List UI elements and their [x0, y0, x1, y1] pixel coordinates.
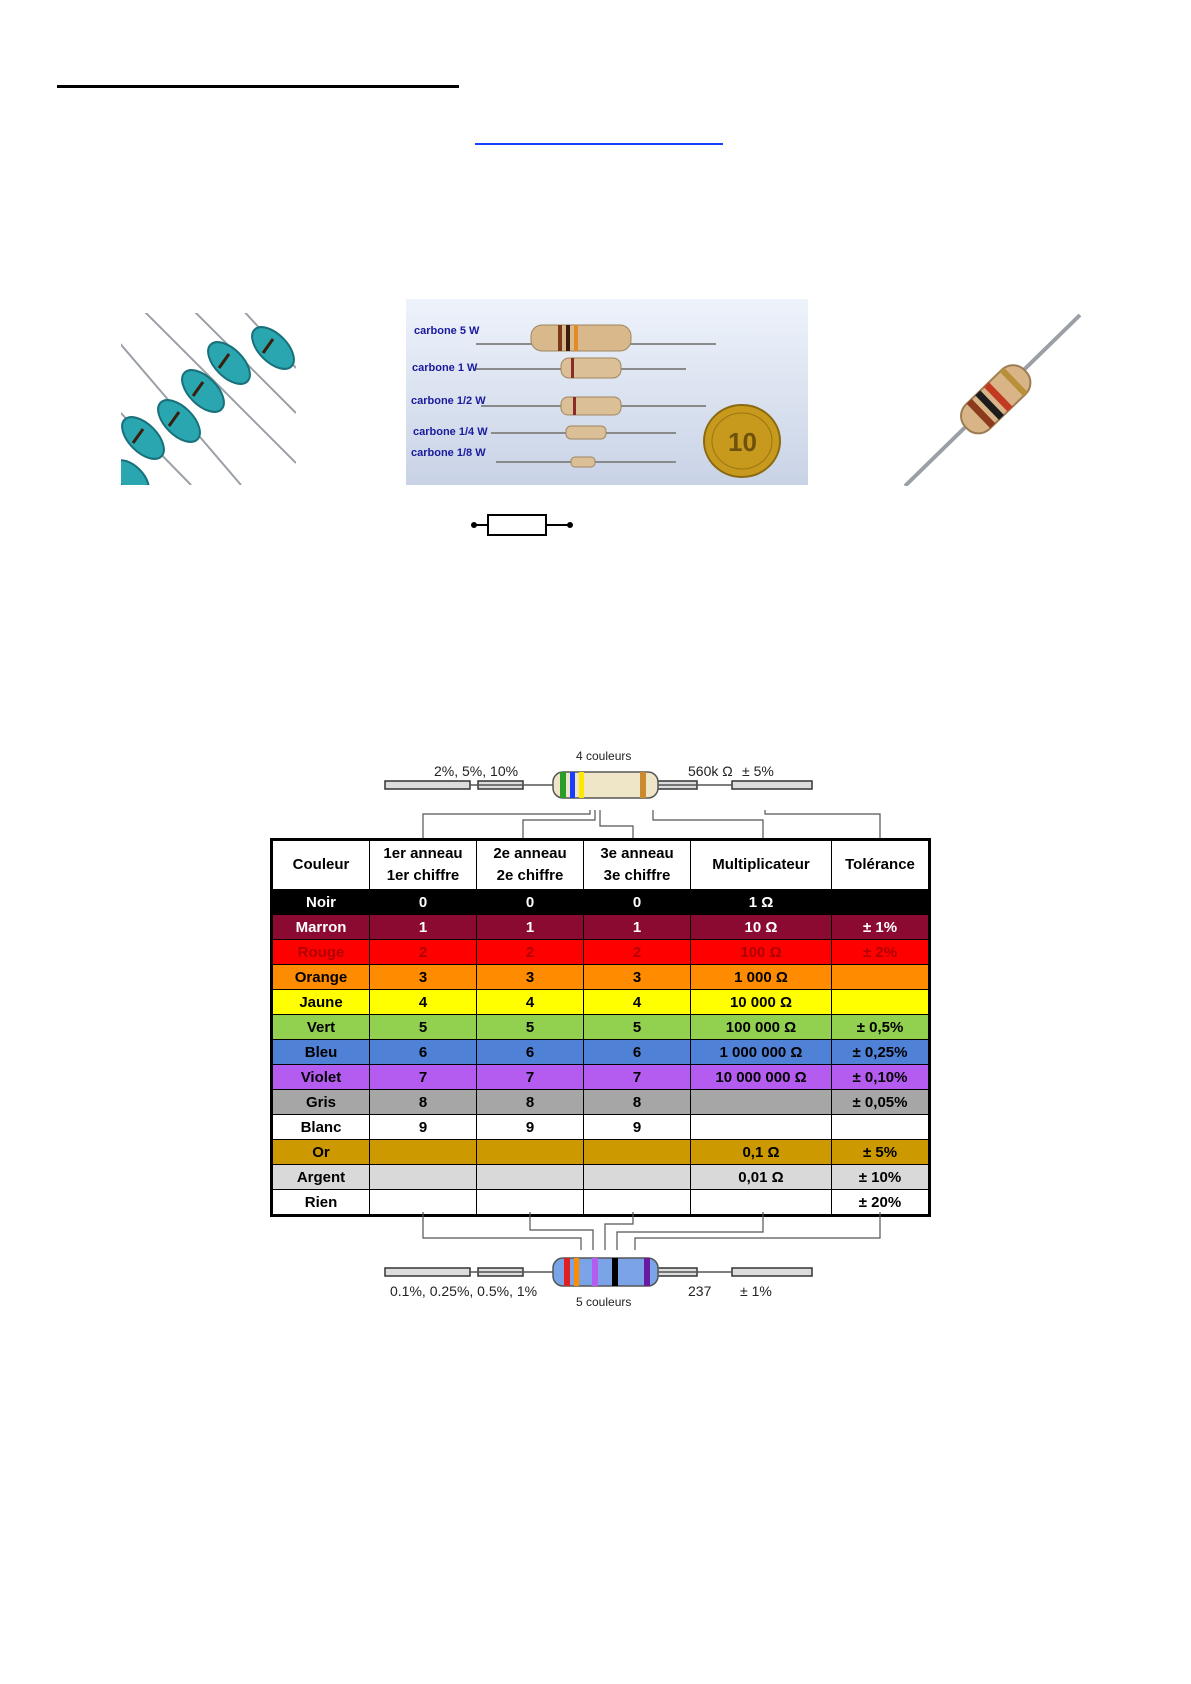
table-row	[272, 890, 930, 915]
cell-chiffre-1: 5	[370, 1015, 477, 1040]
cell-chiffre-2: 2	[477, 940, 584, 965]
cell-couleur: Argent	[272, 1165, 370, 1190]
cell-chiffre-2: 9	[477, 1115, 584, 1140]
cell-chiffre-2	[477, 1165, 584, 1190]
cell-couleur: Gris	[272, 1090, 370, 1115]
cell-chiffre-3: 1	[584, 915, 691, 940]
header-multiplicateur: Multiplicateur	[691, 840, 832, 890]
table-row	[272, 940, 930, 965]
label-carbone-1-8w: carbone 1/8 W	[411, 447, 486, 459]
cell-multiplicateur: 10 000 000 Ω	[691, 1065, 832, 1090]
cell-couleur: Vert	[272, 1015, 370, 1040]
color-code-table	[270, 838, 931, 1217]
cell-chiffre-3: 6	[584, 1040, 691, 1065]
five-band-tolerance-options: 0.1%, 0.25%, 0.5%, 1%	[390, 1283, 538, 1299]
cell-chiffre-3: 8	[584, 1090, 691, 1115]
cell-couleur: Or	[272, 1140, 370, 1165]
cell-chiffre-3: 7	[584, 1065, 691, 1090]
cell-multiplicateur: 100 000 Ω	[691, 1015, 832, 1040]
cell-multiplicateur: 1 000 000 Ω	[691, 1040, 832, 1065]
five-band-diagram	[370, 1248, 830, 1308]
cell-chiffre-2: 0	[477, 890, 584, 915]
cell-chiffre-2: 3	[477, 965, 584, 990]
cell-tolerance	[832, 1115, 930, 1140]
cell-tolerance	[832, 965, 930, 990]
cell-multiplicateur: 100 Ω	[691, 940, 832, 965]
four-band-example-tolerance: ± 5%	[742, 763, 774, 779]
five-band-example-tolerance: ± 1%	[740, 1283, 772, 1299]
cell-tolerance: ± 0,25%	[832, 1040, 930, 1065]
table-row	[272, 1140, 930, 1165]
table-row	[272, 1015, 930, 1040]
label-carbone-1-2w: carbone 1/2 W	[411, 395, 486, 407]
header-tolerance: Tolérance	[832, 840, 930, 890]
bottom-leader-lines	[265, 1212, 945, 1250]
cell-chiffre-1: 0	[370, 890, 477, 915]
label-carbone-5w: carbone 5 W	[414, 325, 480, 337]
table-row	[272, 1165, 930, 1190]
cell-tolerance: ± 5%	[832, 1140, 930, 1165]
cell-chiffre-3	[584, 1140, 691, 1165]
cell-chiffre-3	[584, 1165, 691, 1190]
cell-couleur: Rien	[272, 1190, 370, 1216]
four-band-diagram	[370, 748, 830, 808]
resistor-symbol	[470, 510, 574, 540]
photo-carbon-resistors	[406, 299, 808, 485]
cell-chiffre-1: 4	[370, 990, 477, 1015]
cell-multiplicateur	[691, 1115, 832, 1140]
cell-couleur: Orange	[272, 965, 370, 990]
cell-multiplicateur: 0,01 Ω	[691, 1165, 832, 1190]
cell-multiplicateur: 10 000 Ω	[691, 990, 832, 1015]
table-row	[272, 1065, 930, 1090]
cell-chiffre-3: 0	[584, 890, 691, 915]
cell-tolerance: ± 0,10%	[832, 1065, 930, 1090]
cell-chiffre-2: 5	[477, 1015, 584, 1040]
four-band-example-value: 560k Ω	[688, 763, 733, 779]
header-anneau-3: 3e anneau 3e chiffre	[584, 840, 691, 890]
cell-multiplicateur: 0,1 Ω	[691, 1140, 832, 1165]
five-band-example-value: 237	[688, 1283, 712, 1299]
label-carbone-1w: carbone 1 W	[412, 362, 478, 374]
table-row	[272, 990, 930, 1015]
cell-chiffre-3: 4	[584, 990, 691, 1015]
cell-chiffre-1: 7	[370, 1065, 477, 1090]
table-row	[272, 965, 930, 990]
cell-chiffre-2: 7	[477, 1065, 584, 1090]
cell-tolerance: ± 20%	[832, 1190, 930, 1216]
cell-chiffre-1: 8	[370, 1090, 477, 1115]
header-anneau-1: 1er anneau 1er chiffre	[370, 840, 477, 890]
cell-tolerance: ± 10%	[832, 1165, 930, 1190]
header-anneau-2: 2e anneau 2e chiffre	[477, 840, 584, 890]
cell-chiffre-1: 6	[370, 1040, 477, 1065]
cell-couleur: Bleu	[272, 1040, 370, 1065]
four-band-title: 4 couleurs	[576, 749, 632, 763]
cell-chiffre-3: 3	[584, 965, 691, 990]
cell-couleur: Marron	[272, 915, 370, 940]
cell-multiplicateur	[691, 1090, 832, 1115]
cell-tolerance: ± 2%	[832, 940, 930, 965]
cell-chiffre-1	[370, 1165, 477, 1190]
table-row	[272, 1090, 930, 1115]
cell-multiplicateur: 1 Ω	[691, 890, 832, 915]
cell-tolerance: ± 0,05%	[832, 1090, 930, 1115]
cell-chiffre-2: 6	[477, 1040, 584, 1065]
cell-couleur: Jaune	[272, 990, 370, 1015]
coin-text: 10	[728, 427, 757, 457]
photo-teal-resistors	[121, 313, 296, 485]
cell-chiffre-3: 5	[584, 1015, 691, 1040]
cell-couleur: Rouge	[272, 940, 370, 965]
cell-chiffre-1: 1	[370, 915, 477, 940]
top-rule	[57, 85, 459, 88]
table-header-row	[272, 840, 930, 890]
cell-chiffre-3: 2	[584, 940, 691, 965]
cell-chiffre-2: 8	[477, 1090, 584, 1115]
label-carbone-1-4w: carbone 1/4 W	[413, 426, 488, 438]
cell-couleur: Violet	[272, 1065, 370, 1090]
cell-chiffre-2: 1	[477, 915, 584, 940]
cell-chiffre-1	[370, 1140, 477, 1165]
link-underline[interactable]	[475, 143, 723, 145]
cell-chiffre-2: 4	[477, 990, 584, 1015]
photo-single-resistor	[900, 310, 1085, 486]
cell-multiplicateur: 10 Ω	[691, 915, 832, 940]
cell-chiffre-1: 9	[370, 1115, 477, 1140]
four-band-tolerance-options: 2%, 5%, 10%	[434, 763, 519, 779]
cell-tolerance	[832, 990, 930, 1015]
cell-tolerance: ± 1%	[832, 915, 930, 940]
five-band-title: 5 couleurs	[576, 1295, 632, 1308]
header-couleur: Couleur	[272, 840, 370, 890]
cell-chiffre-2	[477, 1140, 584, 1165]
table-row	[272, 1040, 930, 1065]
cell-multiplicateur: 1 000 Ω	[691, 965, 832, 990]
cell-chiffre-3: 9	[584, 1115, 691, 1140]
top-leader-lines	[265, 810, 945, 838]
cell-tolerance: ± 0,5%	[832, 1015, 930, 1040]
table-row	[272, 915, 930, 940]
cell-chiffre-1: 3	[370, 965, 477, 990]
table-row	[272, 1115, 930, 1140]
cell-couleur: Blanc	[272, 1115, 370, 1140]
cell-chiffre-1: 2	[370, 940, 477, 965]
cell-tolerance	[832, 890, 930, 915]
cell-couleur: Noir	[272, 890, 370, 915]
